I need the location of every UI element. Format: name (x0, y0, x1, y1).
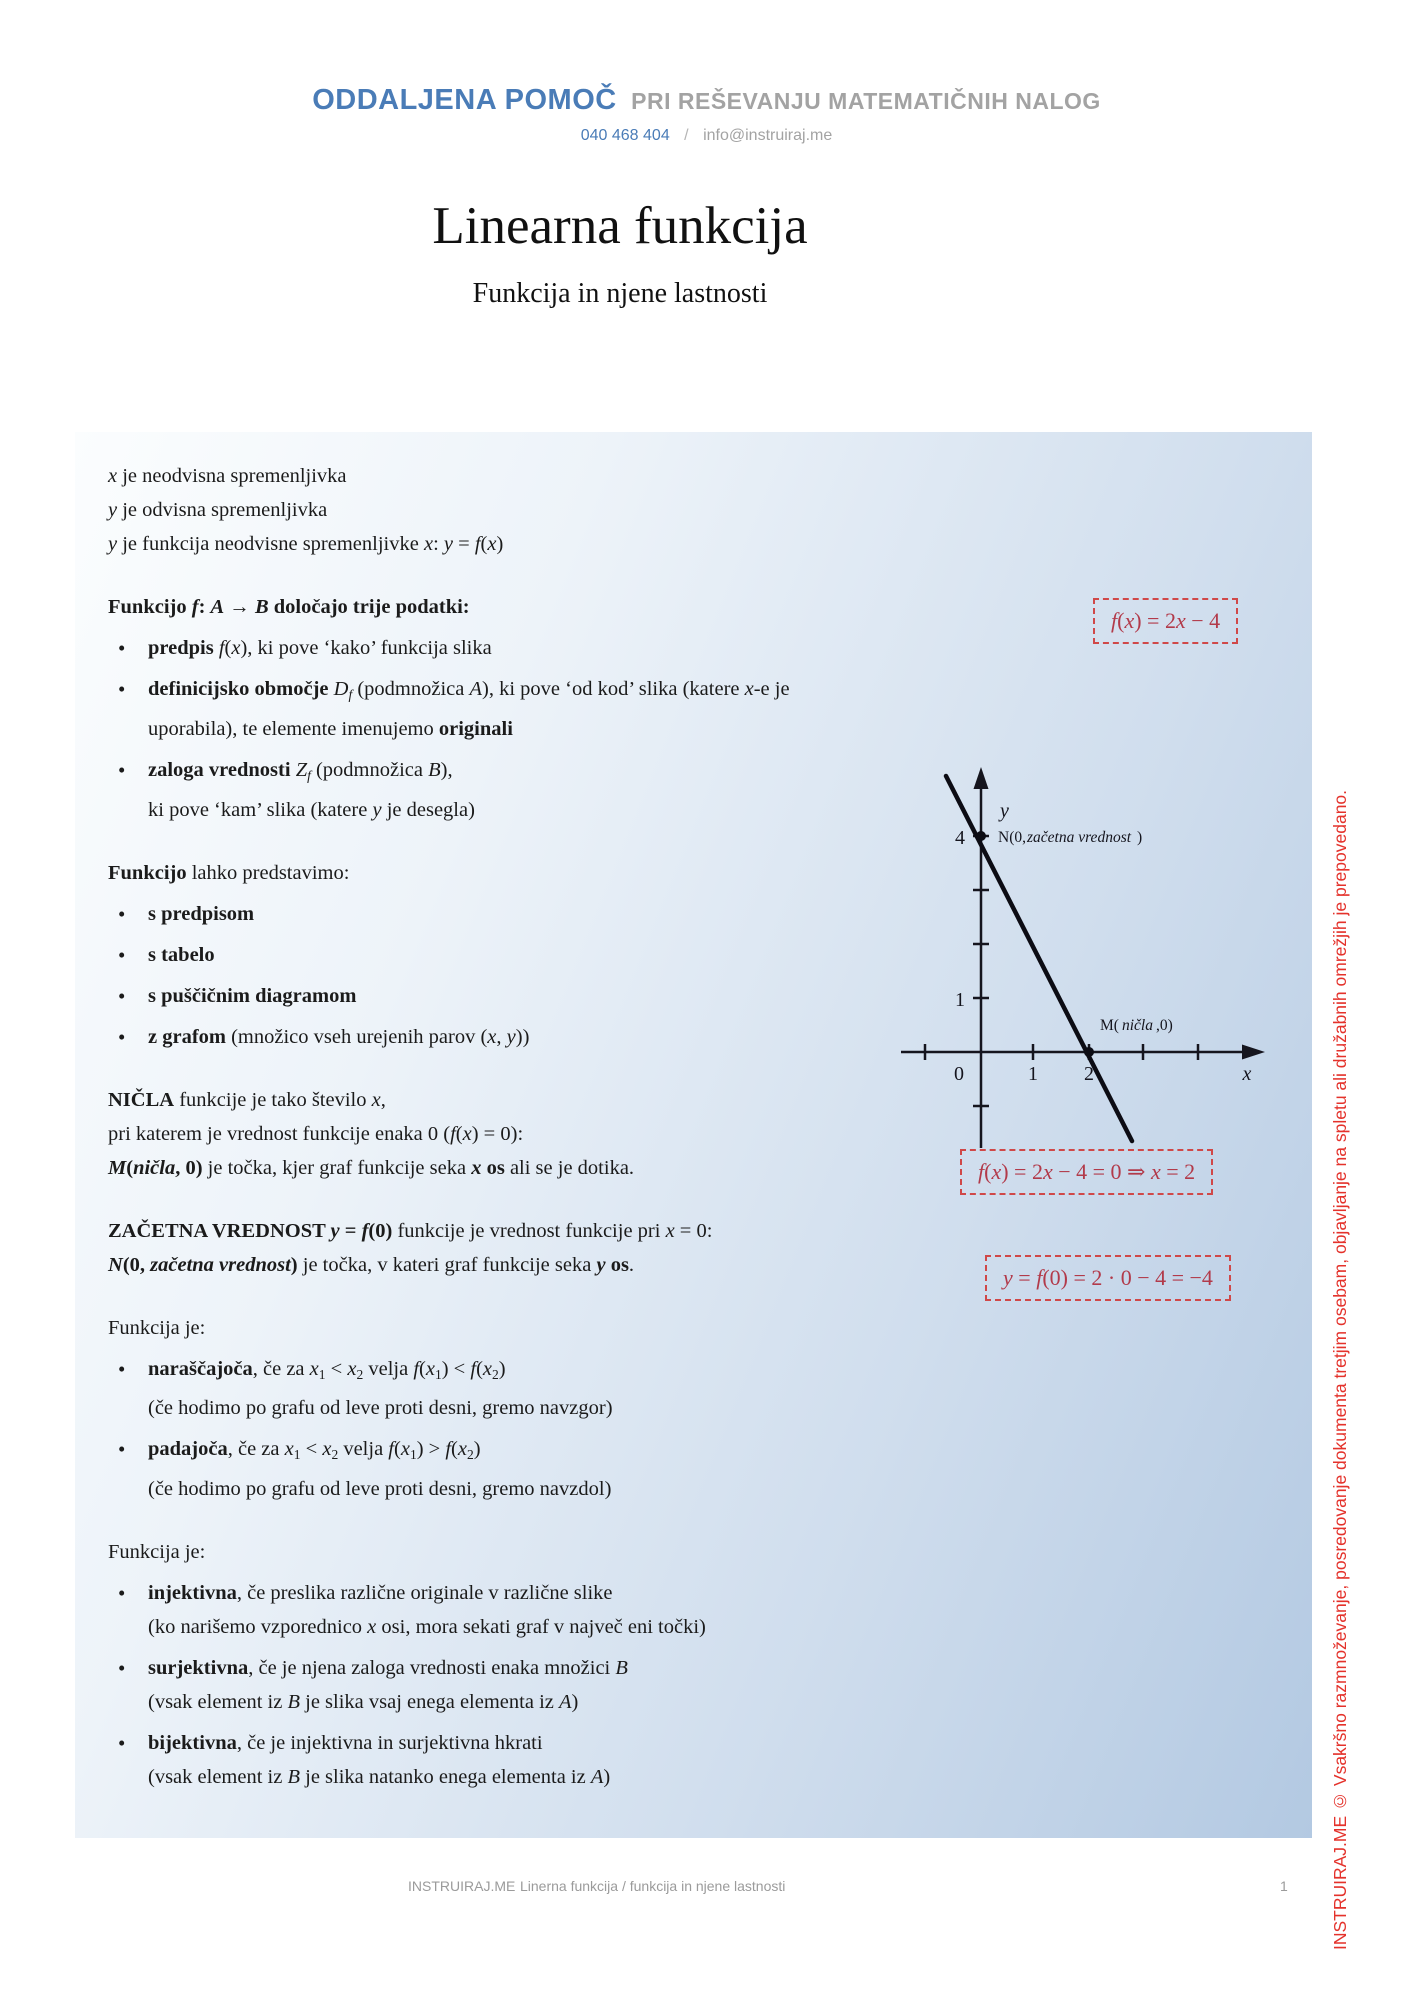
continuation-line: (vsak element iz B je slika natanko enega elementa iz A) (148, 1766, 611, 1789)
section (108, 1214, 883, 1282)
bullet-text: s puščičnim diagramom (148, 984, 357, 1007)
bullet-item (108, 672, 883, 746)
bullet-icon: • (118, 1656, 126, 1681)
section-heading: Funkcijo f: A → B določajo trije podatki: (108, 596, 470, 618)
function-graph (873, 760, 1268, 1152)
formula-box-nicla: f(x) = 2x − 4 = 0 ⇒ x = 2 (960, 1149, 1213, 1195)
bullet-item (108, 1020, 883, 1054)
text-line: y je odvisna spremenljivka (108, 499, 328, 521)
text-line: y je funkcija neodvisne spremenljivke x: y = f(x) (108, 533, 504, 555)
brand-tagline: PRI REŠEVANJU MATEMATIČNIH NALOG (631, 88, 1101, 114)
section (108, 856, 883, 1054)
bullet-icon: • (118, 757, 126, 782)
continuation-line: ki pove ‘kam’ slika (katere y je desegla) (148, 798, 475, 821)
continuation-line: (če hodimo po grafu od leve proti desni, gremo navzgor) (148, 1397, 613, 1420)
bullet-text: padajoča, če za x1 < x2 velja f(x1) > f(x2) (če hodimo po grafu od leve proti desni, gremo navzdol) (148, 1432, 883, 1506)
section (108, 590, 883, 827)
bullet-item (108, 753, 883, 827)
point-n (976, 831, 986, 841)
content-panel (75, 432, 1312, 1838)
bullet-item (108, 1576, 883, 1644)
bullet-item (108, 1432, 883, 1506)
point-n-label-italic: začetna vrednost (1027, 829, 1132, 846)
text-line: ZAČETNA VREDNOST y = f(0) funkcije je vrednost funkcije pri x = 0: (108, 1219, 713, 1242)
section (108, 459, 883, 561)
bullet-icon: • (118, 901, 126, 926)
document-header (0, 84, 1413, 145)
bullet-text: predpis f(x), ki pove ‘kako’ funkcija slika (148, 637, 492, 659)
bullet-icon: • (118, 636, 126, 660)
bullet-item (108, 897, 883, 931)
formula-box-zacetna-vrednost: y = f(0) = 2 · 0 − 4 = −4 (985, 1255, 1231, 1301)
y-axis-label: y (1000, 800, 1009, 822)
section (108, 1083, 883, 1185)
bullet-text: bijektivna, če je injektivna in surjektivna hkrati (vsak element iz B je slika natanko enega elementa iz A) (148, 1726, 883, 1794)
text-line: Funkcija je: (108, 1541, 206, 1564)
bullet-item (108, 631, 883, 665)
bullet-icon: • (118, 677, 126, 701)
bullet-icon: • (118, 1731, 126, 1756)
contact-separator: / (684, 127, 689, 144)
text-line: NIČLA funkcije je tako število x, (108, 1088, 386, 1111)
footer-page-number: 1 (1280, 1878, 1288, 1894)
title-block (0, 196, 1240, 310)
bullet-item (108, 1726, 883, 1794)
y-axis-arrow-icon (974, 767, 989, 789)
bullet-item (108, 1651, 883, 1719)
page-footer (0, 1878, 1413, 1908)
bullet-icon: • (118, 983, 126, 1008)
bullet-item (108, 938, 883, 972)
text-line: pri katerem je vrednost funkcije enaka 0 (f(x) = 0): (108, 1122, 524, 1145)
point-n-label: N(0, (998, 829, 1026, 846)
header-brand-line (0, 84, 1413, 117)
x-tick-label-2: 2 (1084, 1063, 1094, 1085)
bullet-icon: • (118, 942, 126, 967)
x-tick-label-1: 1 (1028, 1063, 1038, 1085)
point-m (1084, 1047, 1094, 1057)
bullet-item (108, 979, 883, 1013)
header-contact-line (0, 127, 1413, 145)
continuation-line: (ko narišemo vzporednico x osi, mora sekati graf v največ eni točki) (148, 1616, 706, 1639)
text-line: M(ničla, 0) je točka, kjer graf funkcije seka x os ali se je dotika. (108, 1156, 635, 1179)
point-m-label-close: ,0) (1156, 1017, 1173, 1034)
bullet-icon: • (118, 1437, 126, 1462)
left-column (108, 459, 883, 1801)
bullet-icon: • (118, 1024, 126, 1049)
bullet-text: definicijsko območje Df (podmnožica A), ki pove ‘od kod’ slika (katere x-e je uporabila), te elemente imenujemo originali (148, 672, 883, 746)
text-line: N(0, začetna vrednost) je točka, v kateri graf funkcije seka y os. (108, 1253, 635, 1276)
text-line: Funkcija je: (108, 1316, 206, 1339)
section-heading: Funkcijo lahko predstavimo: (108, 861, 350, 884)
text-line: x je neodvisna spremenljivka (108, 465, 347, 487)
bullet-text: injektivna, če preslika različne originale v različne slike (ko narišemo vzporednico x osi, mora sekati graf v največ eni točki) (148, 1576, 883, 1644)
bullet-text: surjektivna, če je njena zaloga vrednosti enaka množici B (vsak element iz B je slika vsaj enega elementa iz A) (148, 1651, 883, 1719)
brand-name: ODDALJENA POMOČ (312, 84, 617, 116)
bullet-text: s tabelo (148, 943, 215, 966)
point-m-label-italic: ničla (1122, 1017, 1153, 1034)
footer-brand: INSTRUIRAJ.ME (408, 1878, 516, 1894)
bullet-text: s predpisom (148, 902, 255, 925)
x-axis-label: x (1242, 1063, 1252, 1085)
continuation-line: uporabila), te elemente imenujemo originali (148, 717, 513, 740)
bullet-text: zaloga vrednosti Zf (podmnožica B), ki pove ‘kam’ slika (katere y je desegla) (148, 753, 883, 827)
phone-number: 040 468 404 (580, 127, 670, 144)
copyright-sidebar: INSTRUIRAJ.ME © Vsakršno razmnoževanje, posredovanje dokumenta tretjim osebam, objavljanje na spletu ali družabnih omrežjih je prepovedano. (1330, 789, 1350, 1950)
bullet-icon: • (118, 1581, 126, 1606)
section (108, 1535, 883, 1794)
continuation-line: (vsak element iz B je slika vsaj enega elementa iz A) (148, 1691, 579, 1714)
y-tick-label-4: 4 (955, 827, 965, 849)
footer-doc-title: Linerna funkcija / funkcija in njene lastnosti (520, 1878, 786, 1894)
bullet-text: naraščajoča, če za x1 < x2 velja f(x1) < f(x2) (če hodimo po grafu od leve proti desni, gremo navzgor) (148, 1352, 883, 1426)
x-tick-label-0: 0 (954, 1063, 964, 1085)
bullet-text: z grafom (množico vseh urejenih parov (x, y)) (148, 1025, 530, 1048)
formula-box-predpis: f(x) = 2x − 4 (1093, 598, 1238, 644)
page-subtitle: Funkcija in njene lastnosti (472, 278, 768, 309)
section (108, 1311, 883, 1507)
bullet-item (108, 1352, 883, 1426)
y-tick-label-1: 1 (955, 989, 965, 1011)
point-m-label: M( (1100, 1017, 1119, 1034)
page-title: Linearna funkcija (432, 197, 808, 255)
email-address: info@instruiraj.me (703, 127, 833, 144)
bullet-icon: • (118, 1356, 126, 1381)
continuation-line: (če hodimo po grafu od leve proti desni, gremo navzdol) (148, 1478, 612, 1501)
point-n-label-close: ) (1137, 829, 1143, 846)
x-axis-arrow-icon (1242, 1045, 1265, 1060)
